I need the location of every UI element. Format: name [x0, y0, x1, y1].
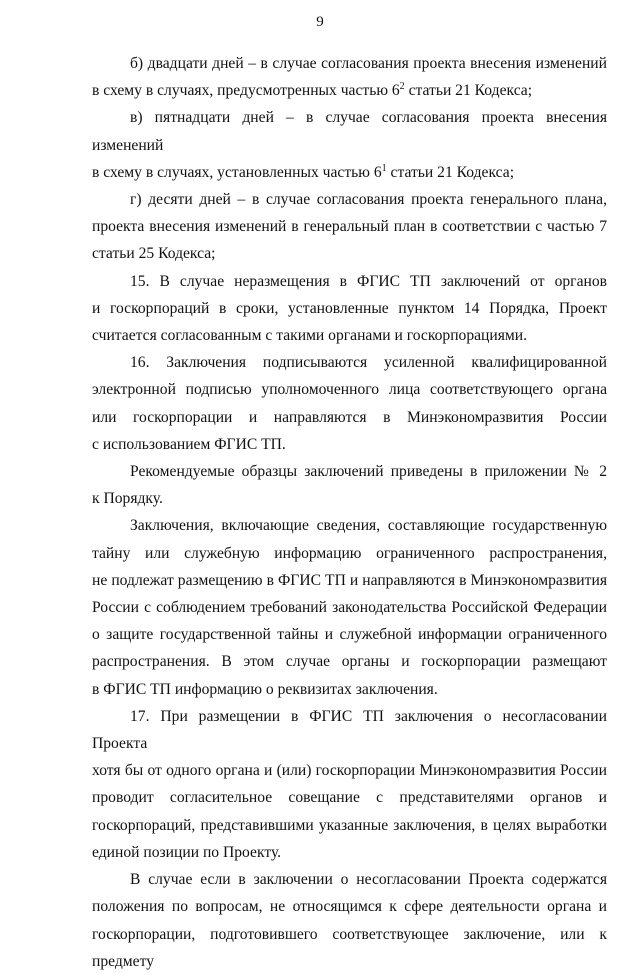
paragraph-item-v — [92, 104, 607, 186]
text-line: проекта внесения изменений в генеральный план в соответствии с частью 7 — [92, 218, 607, 236]
text-line: Рекомендуемые образцы заключений приведены в приложении № 2 — [130, 463, 607, 481]
text-line: хотя бы от одного органа и (или) госкорпорации Минэкономразвития России — [92, 762, 607, 780]
text-line: госкорпорации, подготовившего соответствующее заключение, или к предмету — [92, 925, 607, 970]
text-line: б) двадцати дней – в случае согласования проекта внесения изменений — [130, 55, 607, 72]
paragraph-16 — [92, 349, 607, 458]
text-line: в схему в случаях, установленных частью $6^1$ статьи 21 Кодекса; — [92, 162, 515, 181]
text-line: положения по вопросам, не относящимся к сфере деятельности органа и — [92, 898, 607, 916]
text-line: к Порядку. — [92, 490, 163, 508]
paragraph-17 — [92, 703, 607, 866]
text-line: в) пятнадцати дней – в случае согласования проекта внесения изменений — [92, 109, 607, 154]
text-line: с использованием ФГИС ТП. — [92, 435, 286, 453]
text-line: г) десяти дней – в случае согласования проекта генерального плана, — [130, 191, 607, 209]
text-line: 15. В случае неразмещения в ФГИС ТП заключений от органов — [130, 272, 607, 290]
superscript: 1 — [381, 162, 387, 174]
text-line: в схему в случаях, предусмотренных частью $6^2$ статьи 21 Кодекса; — [92, 81, 533, 100]
text-line: 16. Заключения подписываются усиленной квалифицированной — [130, 354, 607, 372]
text-line: не подлежат размещению в ФГИС ТП и направляются в Минэкономразвития — [92, 571, 607, 589]
superscript: 2 — [399, 81, 405, 93]
text-line: распространения. В этом случае органы и госкорпорации размещают — [92, 653, 607, 671]
text-line: или госкорпорации и направляются в Минэкономразвития России — [92, 408, 607, 426]
text-line: 17. При размещении в ФГИС ТП заключения о несогласовании Проекта — [92, 707, 607, 753]
paragraph-item-b — [92, 50, 607, 104]
text-line: тайну или служебную информацию ограниченного распространения, — [92, 544, 607, 562]
text-line: и госкорпораций в сроки, установленные пунктом 14 Порядка, Проект — [92, 299, 607, 317]
paragraph-secret — [92, 512, 607, 702]
text-line: В случае если в заключении о несогласовании Проекта содержатся — [130, 871, 607, 889]
document-body — [92, 50, 607, 975]
text-line: проводит согласительное совещание с представителями органов и — [92, 789, 607, 807]
paragraph-15 — [92, 268, 607, 350]
text-line: о защите государственной тайны и служебной информации ограниченного — [92, 626, 607, 644]
text-line: электронной подписью уполномоченного лица соответствующего органа — [92, 381, 607, 399]
paragraph-disagreement — [92, 866, 607, 975]
text-line: в ФГИС ТП информацию о реквизитах заключения. — [92, 680, 438, 698]
text-line: единой позиции по Проекту. — [92, 843, 282, 861]
text-line: России с соблюдением требований законодательства Российской Федерации — [92, 599, 607, 617]
text-line: госкорпораций, представившими указанные заключения, в целях выработки — [92, 816, 607, 834]
page-number: 9 — [316, 14, 324, 30]
paragraph-item-g — [92, 186, 607, 268]
text-line: Заключения, включающие сведения, составляющие государственную — [130, 517, 607, 535]
paragraph-samples — [92, 458, 607, 512]
text-line: статьи 25 Кодекса; — [92, 245, 216, 263]
text-line: считается согласованным с такими органами и госкорпорациями. — [92, 327, 528, 345]
